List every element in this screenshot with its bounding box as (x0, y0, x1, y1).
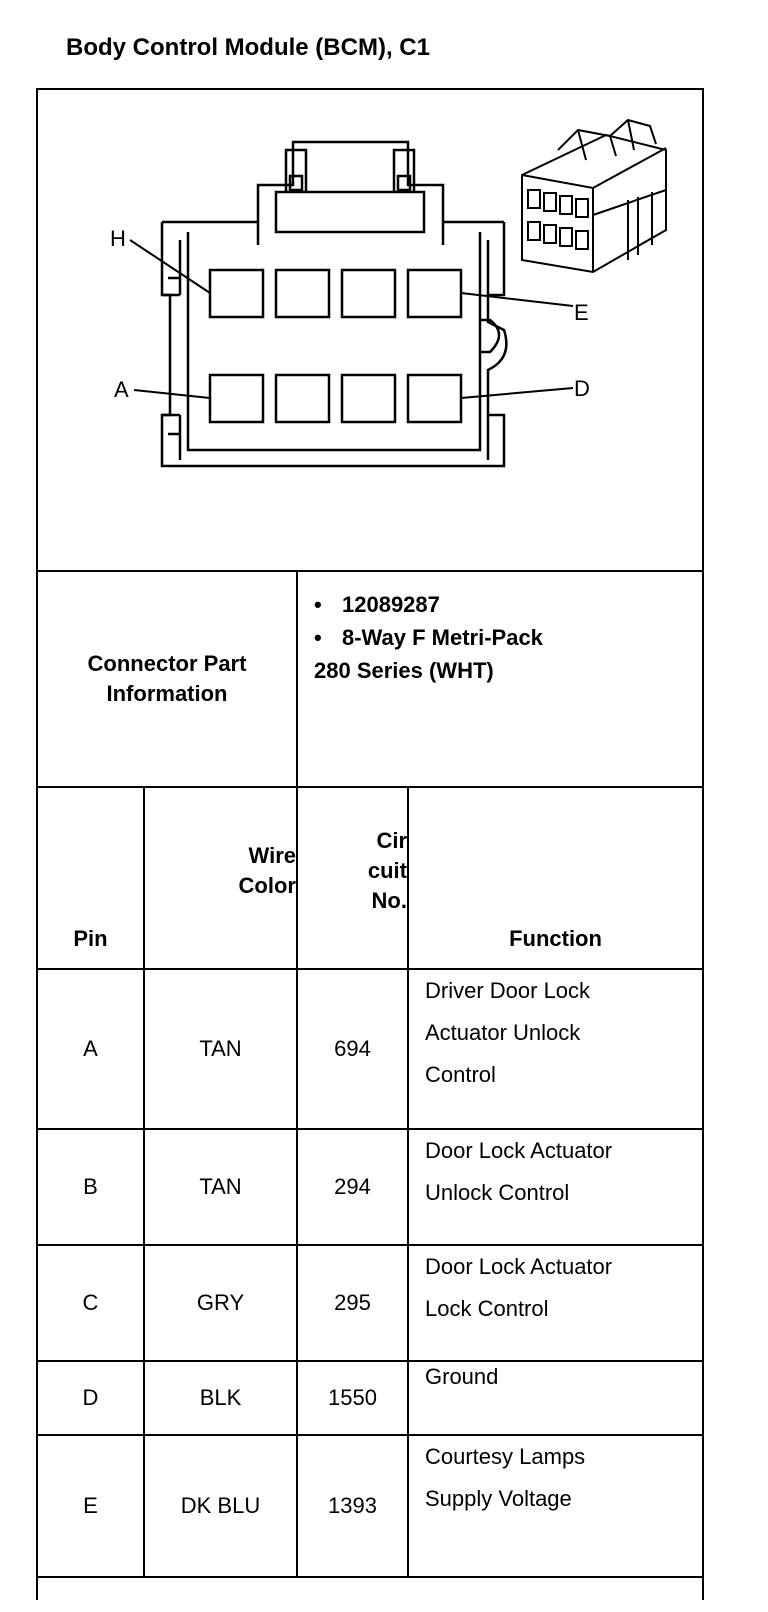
table-bottom-border (36, 1576, 704, 1578)
table-row-b-function: Door Lock Actuator Unlock Control (425, 1138, 613, 1205)
table-row-e-pin: E (83, 1493, 98, 1519)
connector-part-info-value (314, 588, 543, 687)
header-wire-color: Wire Color (238, 843, 296, 898)
table-row-b-circuit: 294 (334, 1174, 371, 1200)
frame-right-border (702, 88, 704, 1600)
connector-isometric-illustration (522, 120, 666, 272)
table-row-a-pin: A (83, 1036, 98, 1062)
diagram-label-d: D (574, 376, 590, 401)
table-row-c-pin: C (82, 1290, 99, 1316)
connector-type: 8-Way F Metri-Pack (342, 625, 543, 650)
connector-part-info-label (38, 572, 296, 786)
table-row-e-circuit: 1393 (328, 1493, 377, 1519)
diagram-label-a: A (114, 377, 129, 402)
table-row-e-function: Courtesy Lamps Supply Voltage (425, 1444, 586, 1511)
table-row-d-color: BLK (199, 1385, 242, 1411)
table-row-b-color: TAN (199, 1174, 242, 1200)
part-info-divider (296, 570, 298, 786)
header-function: Function (509, 926, 602, 952)
connector-diagram (38, 90, 702, 570)
diagram-label-h: H (110, 226, 126, 251)
header-circuit-no: Cir cuit No. (367, 828, 407, 913)
table-row-c-circuit: 295 (334, 1290, 371, 1316)
table-row-c-function: Door Lock Actuator Lock Control (425, 1254, 613, 1321)
table-row-d-pin: D (82, 1385, 99, 1411)
page-title: Body Control Module (BCM), C1 (66, 34, 430, 61)
table-row-e-color: DK BLU (180, 1493, 261, 1519)
table-row-c-color: GRY (196, 1290, 245, 1316)
part-number-bullet: • 12089287 (314, 588, 543, 621)
connector-type-bullet: • 8-Way F Metri-Pack (314, 621, 543, 654)
header-pin: Pin (73, 926, 108, 952)
table-row-a-color: TAN (199, 1036, 242, 1062)
table-row-d-circuit: 1550 (328, 1385, 377, 1411)
part-number: 12089287 (342, 592, 440, 617)
table-row-a-function: Driver Door Lock Actuator Unlock Control (425, 978, 591, 1087)
table-row-a-circuit: 694 (334, 1036, 371, 1062)
table-row-d-function: Ground (425, 1364, 499, 1389)
connector-series: 280 Series (WHT) (314, 658, 494, 683)
connector-part-label-line1: Connector Part (87, 651, 247, 677)
diagram-label-e: E (574, 300, 589, 325)
connector-part-label-line2: Information (106, 681, 228, 706)
table-row-b-pin: B (83, 1174, 98, 1200)
